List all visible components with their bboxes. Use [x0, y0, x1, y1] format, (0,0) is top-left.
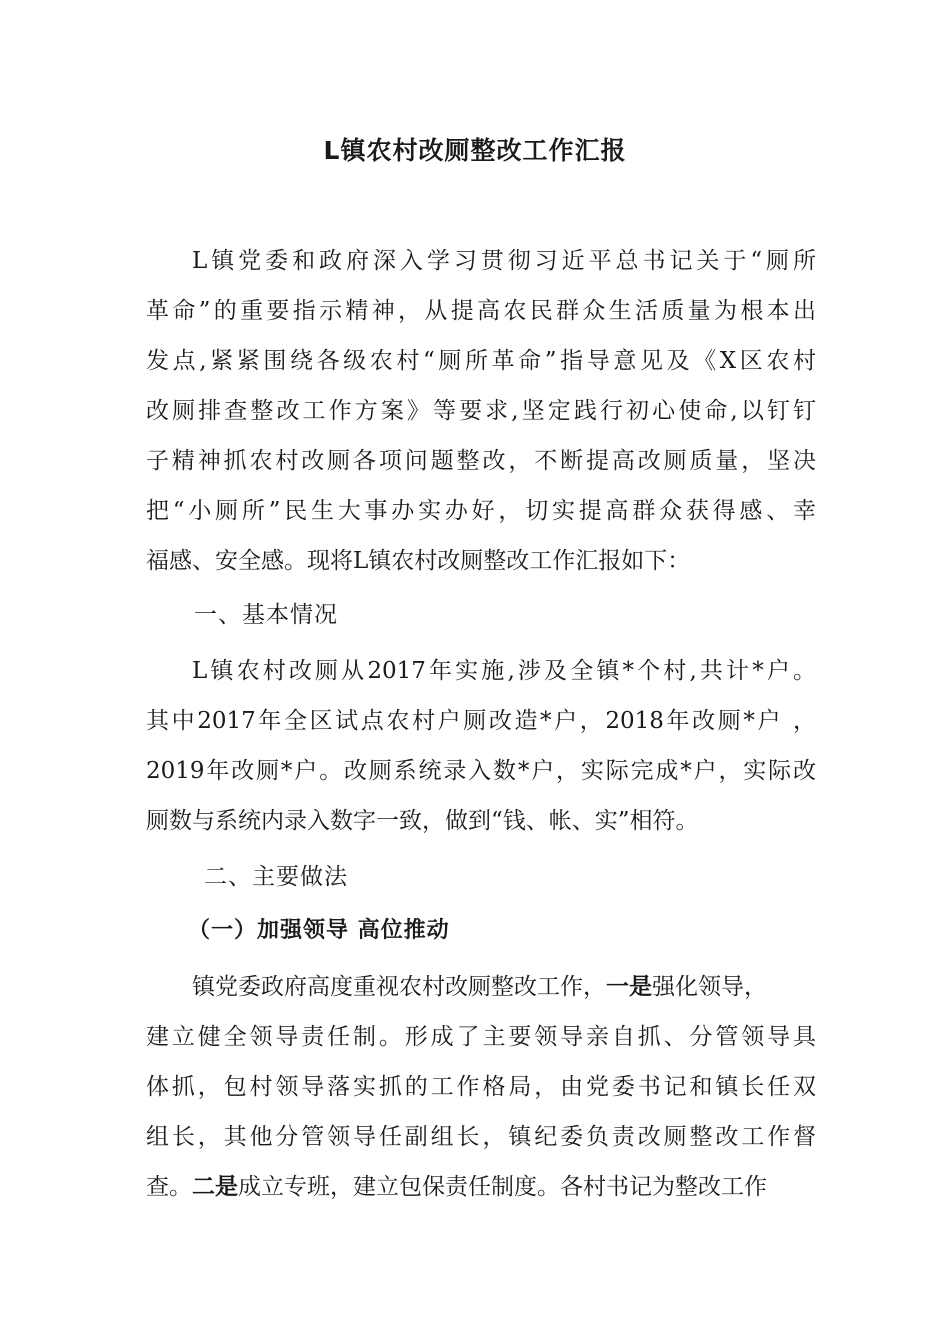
- subsection1-line-2: 建立健全领导责任制。形成了主要领导亲自抓、分管领导具: [146, 1024, 816, 1050]
- subsection1-line-1-text: 镇党委政府高度重视农村改厕整改工作，: [192, 974, 606, 1000]
- section-heading-basic: 一、基本情况: [194, 602, 338, 628]
- intro-line-6: 把“小厕所”民生大事办实办好，切实提高群众获得感、幸: [146, 498, 816, 524]
- section1-line-1: L镇农村改厕从2017年实施,涉及全镇*个村,共计*户。: [192, 658, 816, 684]
- intro-line-1: L镇党委和政府深入学习贯彻习近平总书记关于“厕所: [192, 248, 816, 274]
- subsection1-line-5-tail: 成立专班，建立包保责任制度。各村书记为整改工作: [238, 1174, 767, 1200]
- subsection1-line-5-head: 查。: [146, 1174, 192, 1200]
- intro-line-7: 福感、安全感。现将L镇农村改厕整改工作汇报如下：: [146, 548, 691, 574]
- intro-line-2: 革命”的重要指示精神，从提高农民群众生活质量为根本出: [146, 298, 816, 324]
- intro-line-4: 改厕排查整改工作方案》等要求,坚定践行初心使命,以钉钉: [146, 398, 816, 424]
- emphasis-first: 一是: [606, 974, 652, 1000]
- subsection1-line-1-tail: 强化领导，: [652, 974, 767, 1000]
- subsection1-line-5: [146, 1162, 816, 1212]
- subsection-heading-leadership: （一）加强领导 高位推动: [188, 918, 450, 943]
- section1-line-3: 2019年改厕*户。改厕系统录入数*户，实际完成*户，实际改: [146, 758, 816, 784]
- subsection1-line-4: 组长，其他分管领导任副组长，镇纪委负责改厕整改工作督: [146, 1124, 816, 1150]
- subsection1-line-1: [192, 962, 816, 1012]
- document-title: L镇农村改厕整改工作汇报: [323, 136, 627, 165]
- emphasis-second: 二是: [192, 1174, 238, 1200]
- section-heading-methods: 二、主要做法: [204, 864, 348, 890]
- intro-line-5: 子精神抓农村改厕各项问题整改，不断提高改厕质量，坚决: [146, 448, 816, 474]
- intro-line-3: 发点,紧紧围绕各级农村“厕所革命”指导意见及《X区农村: [146, 348, 816, 374]
- subsection1-line-3: 体抓，包村领导落实抓的工作格局，由党委书记和镇长任双: [146, 1074, 816, 1100]
- section1-line-4: 厕数与系统内录入数字一致，做到“钱、帐、实”相符。: [146, 808, 699, 834]
- section1-line-2: 其中2017年全区试点农村户厕改造*户，2018年改厕*户 ，: [146, 708, 816, 734]
